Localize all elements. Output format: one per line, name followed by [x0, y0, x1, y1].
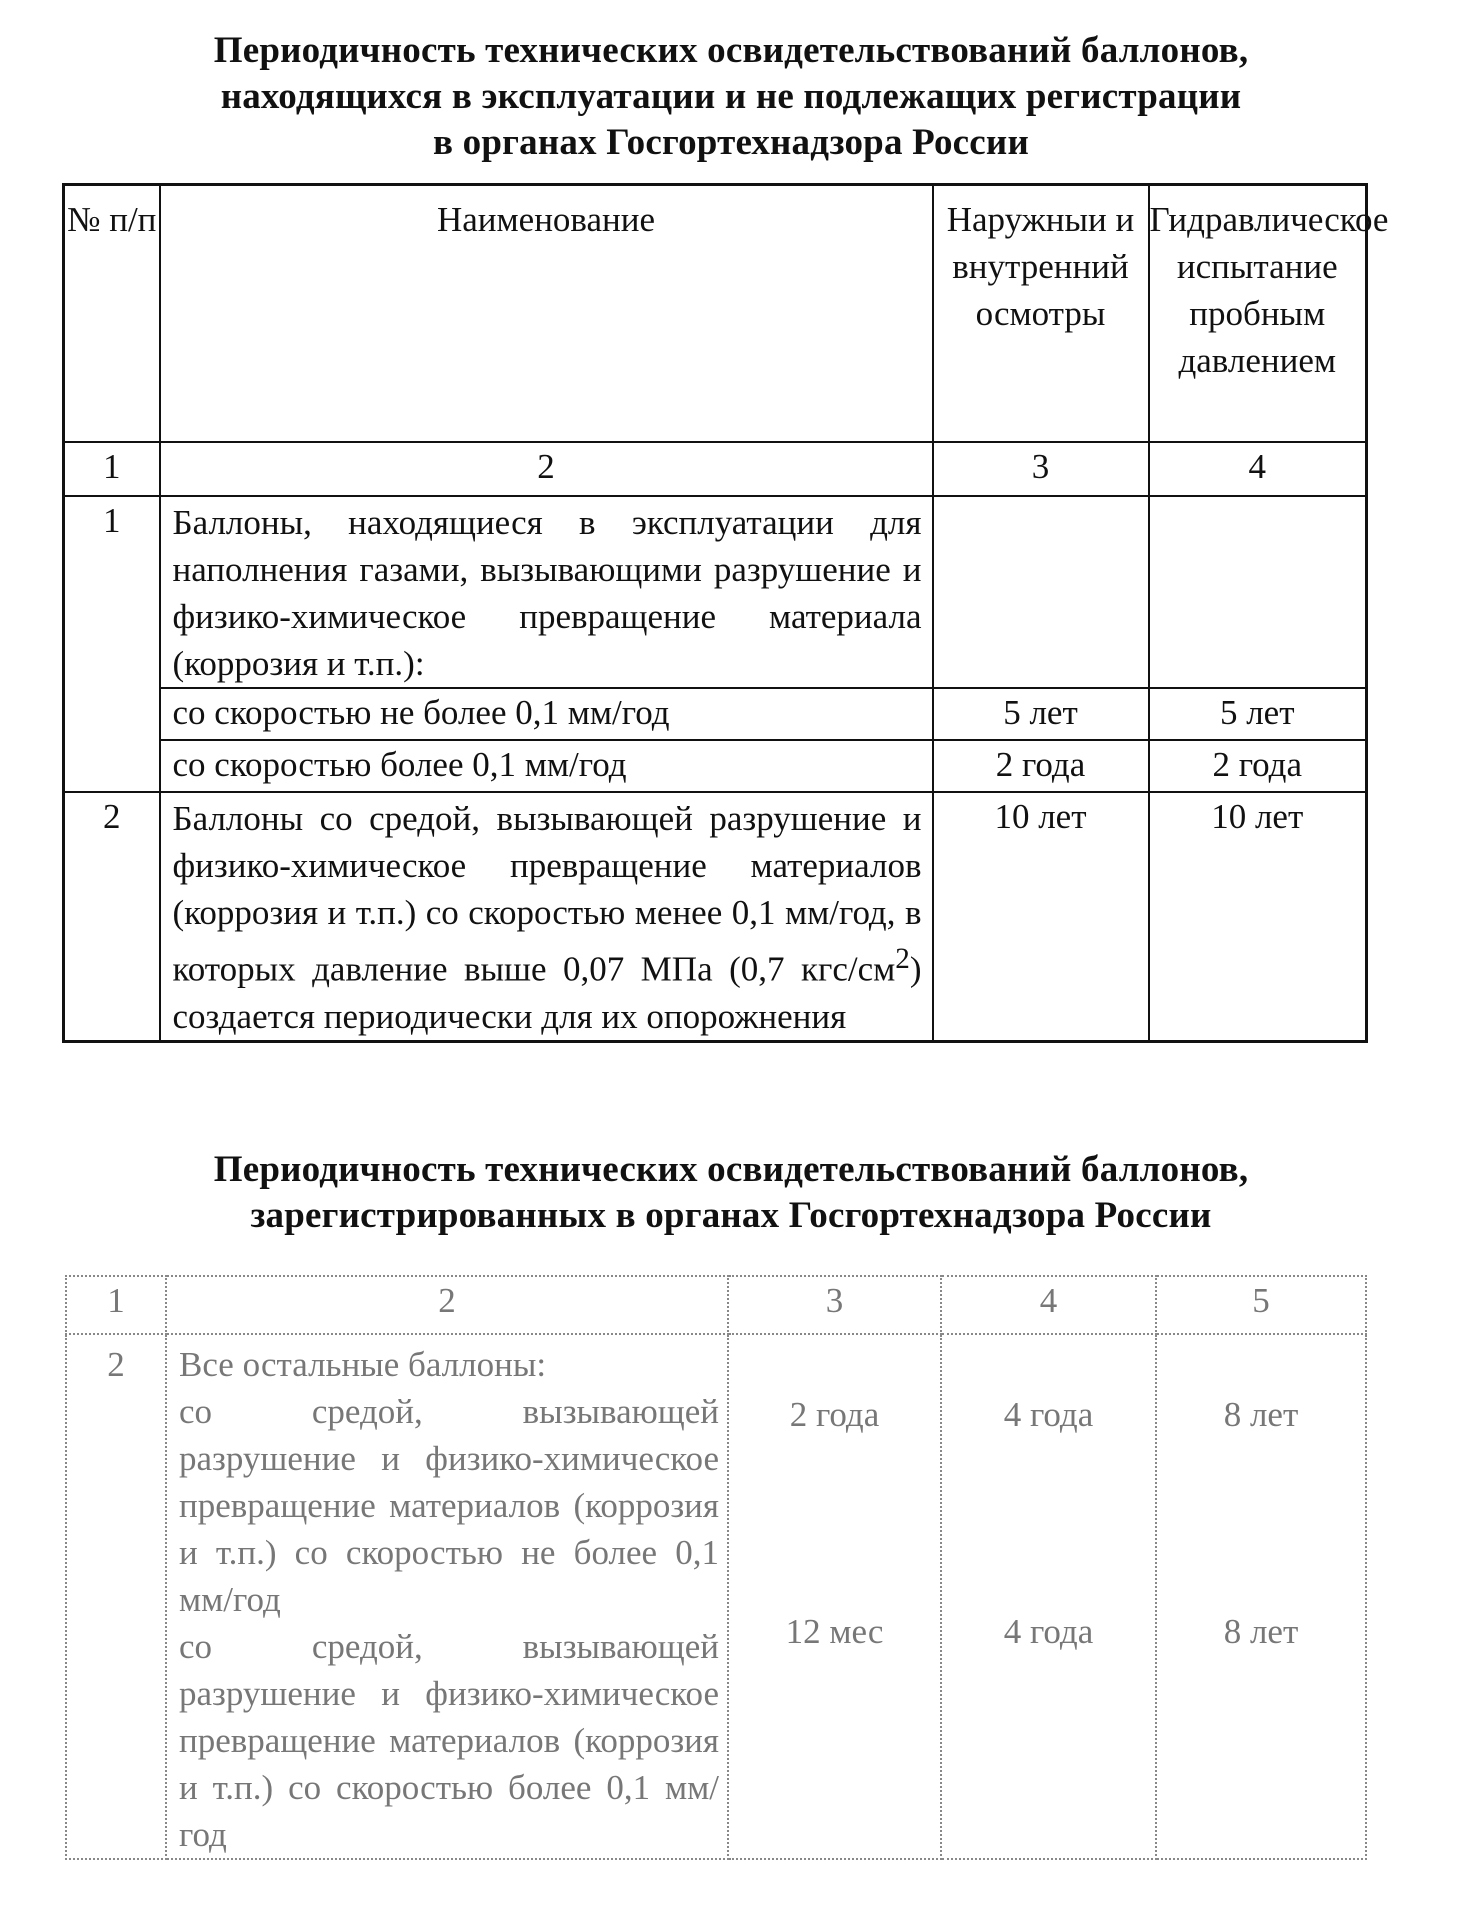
table-row — [66, 1334, 1366, 1859]
page-title-1 — [0, 28, 1462, 166]
header-name: Наименование — [160, 185, 933, 443]
col3-values — [728, 1334, 941, 1859]
row-description-part-2: ) создается периодически для их опорожнения — [172, 949, 922, 1036]
col3-value-1: 2 года — [789, 1395, 880, 1434]
col4-values — [941, 1334, 1156, 1859]
row-number: 2 — [64, 792, 160, 1041]
row-number: 2 — [66, 1334, 166, 1859]
header-num: № п/п — [64, 185, 160, 443]
hydraulic-period: 2 года — [1149, 740, 1367, 792]
row-description-part-1: Баллоны со средой, вызывающей разрушение и физико-химическое превращение материалов (коррозия и т.п.) со скоростью менее 0,1 мм/год, в которых давление выше 0,07 МПа (0,7 кгс/см — [172, 799, 922, 989]
table-row — [64, 496, 1367, 688]
hydraulic-period: 10 лет — [1149, 792, 1367, 1041]
column-number-row — [64, 442, 1367, 496]
column-number: 5 — [1156, 1276, 1366, 1334]
column-number: 1 — [64, 442, 160, 496]
title-1-line-3: в органах Госгортехнадзора России — [433, 122, 1029, 163]
subrow-description: со скоростью не более 0,1 мм/год — [160, 688, 933, 740]
row-description: Баллоны, находящиеся в эксплуатации для наполнения газами, вызывающими разрушение и физико-химическое превращение материала (коррозия и т.п.): — [160, 496, 933, 688]
title-2-line-2: зарегистрированных в органах Госгортехнадзора России — [250, 1195, 1212, 1236]
header-inspection: Наружныи и внутренний осмотры — [933, 185, 1149, 443]
title-1-line-2: находящихся в эксплуатации и не подлежащих регистрации — [220, 76, 1242, 117]
column-number: 3 — [728, 1276, 941, 1334]
col5-value-1: 8 лет — [1223, 1395, 1299, 1434]
row-item-1: со средой, вызывающей разрушение и физико-химическое превращение материалов (коррозия и т.п.) со скоростью не более 0,1 мм/год — [179, 1392, 719, 1619]
column-number: 2 — [166, 1276, 728, 1334]
col4-value-1: 4 года — [1003, 1395, 1094, 1434]
hydraulic-period: 5 лет — [1149, 688, 1367, 740]
table-row — [64, 792, 1367, 1041]
column-number: 4 — [941, 1276, 1156, 1334]
row-description — [166, 1334, 728, 1859]
empty-cell — [1149, 496, 1367, 688]
col5-value-2: 8 лет — [1223, 1612, 1299, 1651]
table-subrow — [64, 740, 1367, 792]
title-1-line-1: Периодичность технических освидетельствований баллонов, — [213, 30, 1249, 71]
column-number-row — [66, 1276, 1366, 1334]
column-number: 1 — [66, 1276, 166, 1334]
row-item-2: со средой, вызывающей разрушение и физико-химическое превращение материалов (коррозия и т.п.) со скоростью более 0,1 мм/год — [179, 1627, 719, 1854]
inspection-period: 2 года — [933, 740, 1149, 792]
table-subrow — [64, 688, 1367, 740]
title-2-line-1: Периодичность технических освидетельствований баллонов, — [213, 1149, 1249, 1190]
column-number: 4 — [1149, 442, 1367, 496]
superscript: 2 — [895, 943, 910, 975]
col4-value-2: 4 года — [1003, 1612, 1094, 1651]
inspection-period: 10 лет — [933, 792, 1149, 1041]
table-inspection-unregistered — [62, 183, 1389, 1043]
spacer — [942, 1438, 1155, 1608]
subrow-description: со скоростью более 0,1 мм/год — [160, 740, 933, 792]
empty-cell — [933, 496, 1149, 688]
row-description — [160, 792, 933, 1041]
table-inspection-registered — [65, 1275, 1367, 1860]
row-intro: Все остальные баллоны: — [179, 1345, 547, 1384]
header-hydraulic: Гидравлическое испытание пробным давлением — [1149, 185, 1367, 443]
column-number: 2 — [160, 442, 933, 496]
header-row — [64, 185, 1367, 443]
spacer — [1157, 1438, 1365, 1608]
col3-value-2: 12 мес — [785, 1612, 884, 1651]
row-number: 1 — [64, 496, 160, 792]
page-title-2 — [0, 1147, 1462, 1239]
col5-values — [1156, 1334, 1366, 1859]
inspection-period: 5 лет — [933, 688, 1149, 740]
spacer — [729, 1438, 940, 1608]
column-number: 3 — [933, 442, 1149, 496]
